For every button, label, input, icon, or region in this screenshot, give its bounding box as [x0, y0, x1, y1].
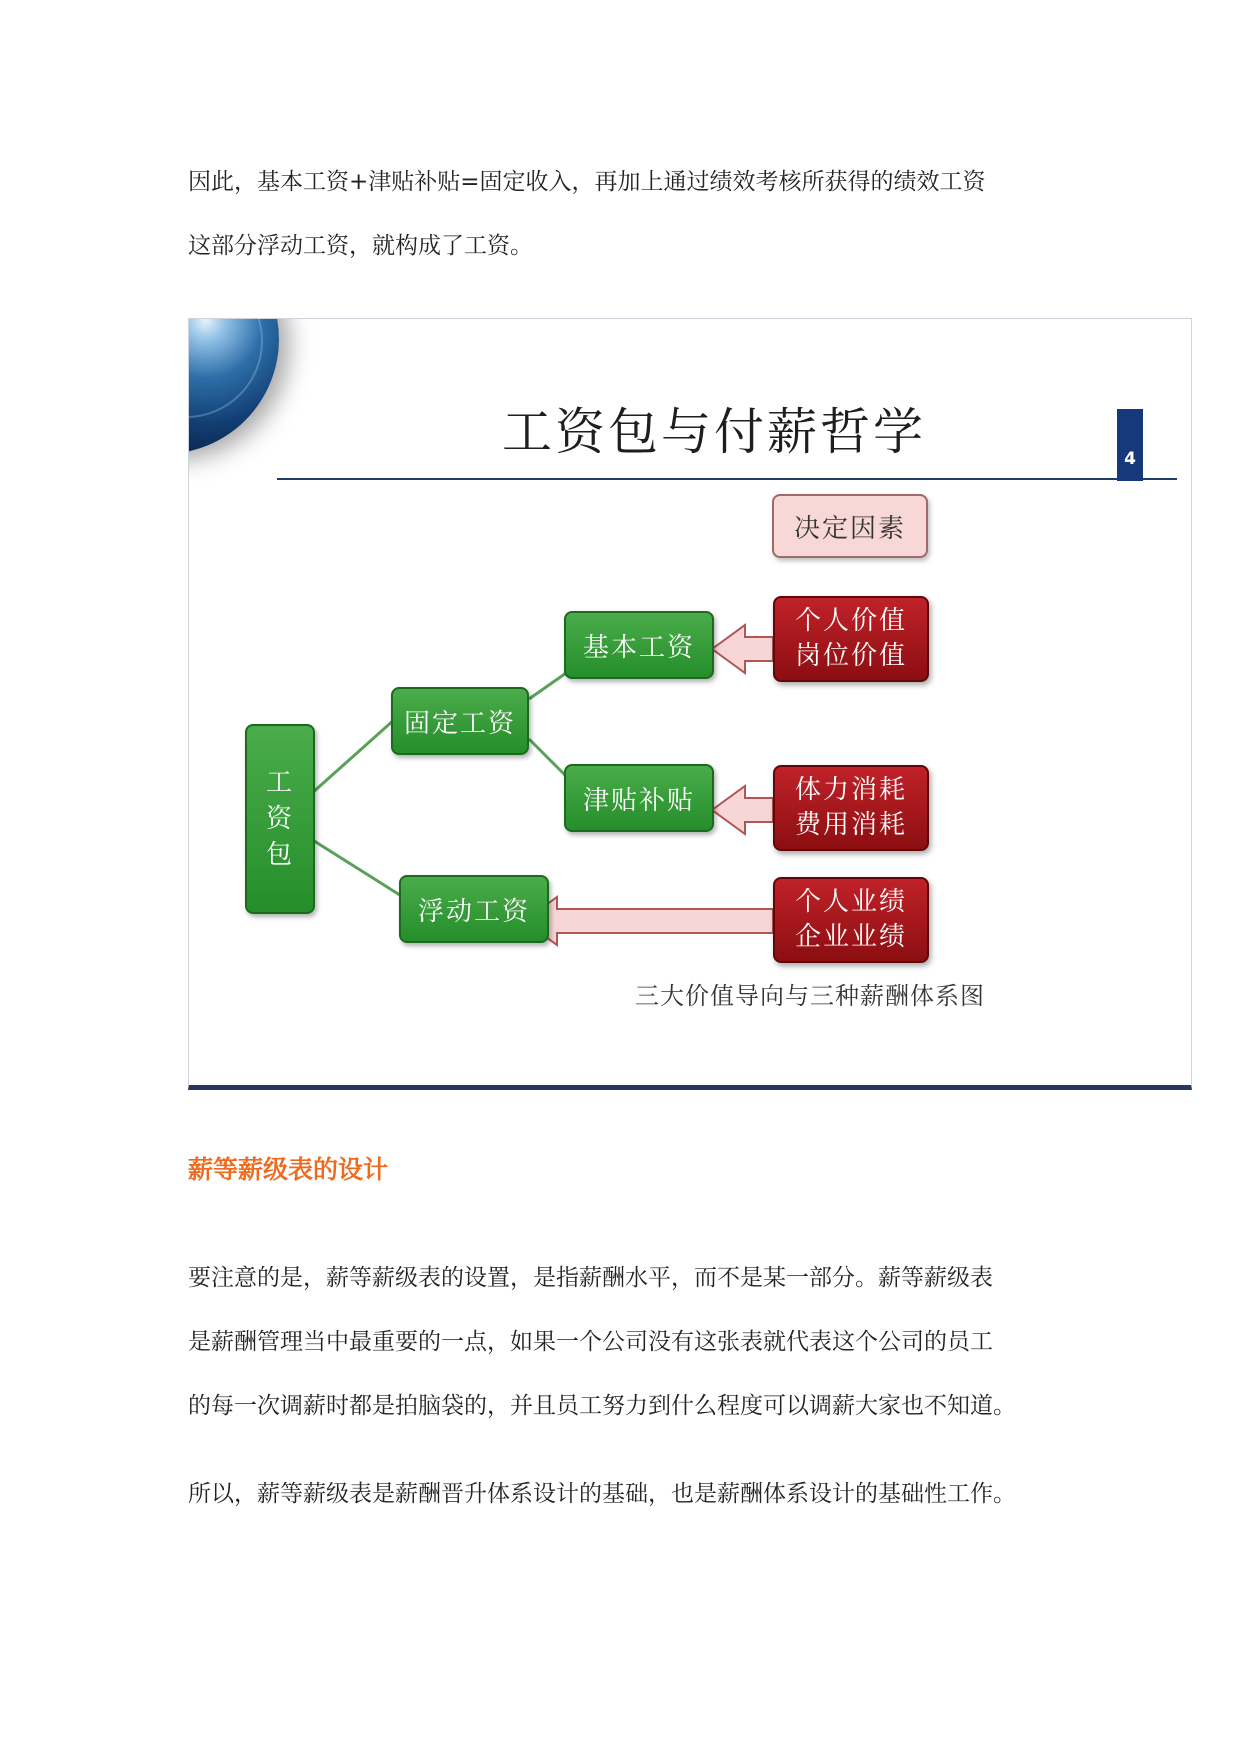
section-p1-line-1: 要注意的是，薪等薪级表的设置，是指薪酬水平，而不是某一部分。薪等薪级表 [188, 1265, 993, 1291]
connector-lines [189, 319, 1192, 1090]
salary-package-node [245, 724, 315, 914]
arrow-basic [712, 625, 773, 673]
arrow-allowance [712, 786, 773, 834]
slide-page-number: 4 [1117, 409, 1143, 481]
root-char-2: 资 [265, 804, 294, 834]
decision-factors-label: 决定因素 [772, 494, 928, 558]
floating-salary-node: 浮动工资 [399, 875, 549, 943]
line-fixed-basic [529, 671, 569, 699]
allowance-node: 津贴补贴 [564, 764, 714, 832]
section-p2: 所以，薪等薪级表是薪酬晋升体系设计的基础，也是薪酬体系设计的基础性工作。 [188, 1481, 1016, 1507]
intro-line-1: 因此，基本工资+津贴补贴=固定收入，再加上通过绩效考核所获得的绩效工资 [188, 169, 986, 195]
intro-line-2: 这部分浮动工资，就构成了工资。 [188, 233, 533, 259]
factor-allowance-box: 体力消耗 费用消耗 [773, 765, 929, 851]
section-p1-line-2: 是薪酬管理当中最重要的一点，如果一个公司没有这张表就代表这个公司的员工 [188, 1329, 993, 1355]
section-heading: 薪等薪级表的设计 [188, 1155, 389, 1184]
line-fixed-allowance [529, 739, 569, 779]
arrow-floating [524, 897, 773, 945]
root-char-3: 包 [265, 840, 294, 870]
line-root-fixed [311, 719, 395, 794]
root-char-1: 工 [265, 768, 294, 798]
basic-salary-node: 基本工资 [564, 611, 714, 679]
factor-floating-box: 个人业绩 企业业绩 [773, 877, 929, 963]
salary-structure-slide [188, 318, 1192, 1090]
fixed-salary-node: 固定工资 [391, 687, 529, 755]
slide-title: 工资包与付薪哲学 [502, 403, 926, 461]
slide-caption: 三大价值导向与三种薪酬体系图 [635, 982, 985, 1010]
line-root-floating [311, 839, 403, 897]
factor-basic-box: 个人价值 岗位价值 [773, 596, 929, 682]
section-p1-line-3: 的每一次调薪时都是拍脑袋的，并且员工努力到什么程度可以调薪大家也不知道。 [188, 1393, 1016, 1419]
